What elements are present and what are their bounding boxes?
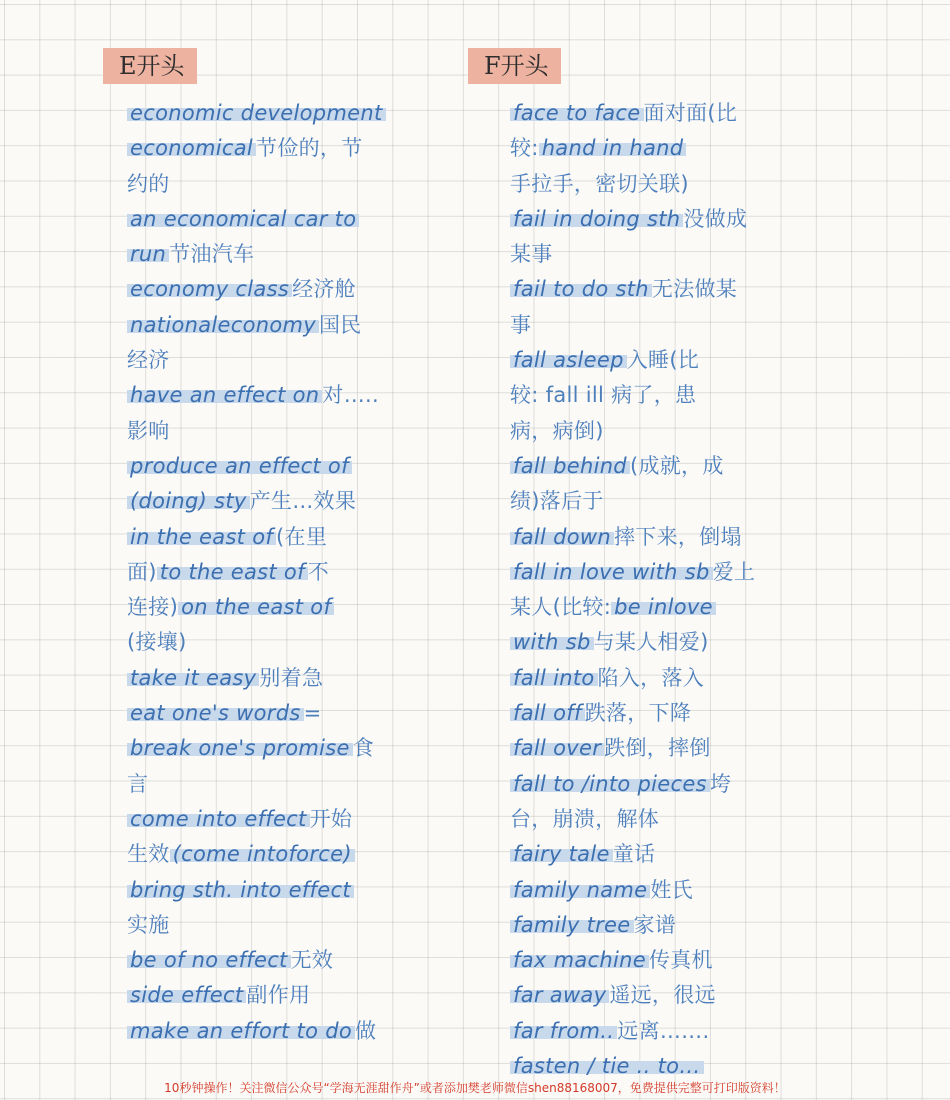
phrase-english: fail in doing sth [510,207,683,231]
phrase-chinese: 较: fall ill 病了，患 [510,383,697,408]
phrase-chinese: 没做成 [683,206,748,231]
phrase-line [127,696,430,731]
phrase-english: fall to /into pieces [510,772,710,796]
phrase-english: fall off [510,701,585,725]
phrase-chinese: 远离……. [617,1018,710,1043]
phrase-line [127,590,430,625]
phrase-chinese: 与某人相爱) [593,630,709,655]
phrase-line [510,96,820,131]
phrase-english: on the east of [178,595,334,619]
phrase-chinese: 影响 [127,418,170,443]
phrase-chinese: (在里 [276,524,328,549]
phrase-line [127,520,430,555]
phrase-english: fasten / tie .. to… [510,1054,704,1078]
phrase-line [127,167,430,202]
phrase-chinese: (接壤) [127,630,187,655]
phrase-line [127,767,430,802]
phrase-line [510,731,820,766]
phrase-line [127,873,430,908]
phrase-chinese: 家谱 [633,912,677,937]
phrase-english: to the east of [157,560,308,584]
phrase-english: hand in hand [539,136,687,160]
phrase-english: economical [127,136,256,160]
phrase-english: economy class [127,277,292,301]
phrase-chinese: 经济 [127,348,170,373]
phrase-english: side effect [127,983,246,1007]
phrase-line [127,131,430,166]
phrase-english: (doing) sty [127,489,250,513]
phrase-english: be of no effect [127,948,291,972]
phrase-chinese: 遥远，很远 [609,983,716,1008]
phrase-chinese: 言 [127,771,149,796]
phrase-line [510,484,820,519]
phrase-chinese: 摔下来，倒塌 [613,524,742,549]
phrase-english: eat one's words [127,701,304,725]
phrase-line [127,449,430,484]
phrase-english: fall down [510,525,614,549]
phrase-chinese: 别着急 [259,665,324,690]
phrase-english: face to face [510,101,644,125]
phrase-english: nationaleconomy [127,313,319,337]
phrase-line [510,873,820,908]
phrase-chinese: 副作用 [246,983,311,1008]
phrase-chinese: 入睡(比 [626,348,700,373]
phrase-list-e [127,96,430,1049]
phrase-line [127,802,430,837]
phrase-chinese: 绩)落后于 [510,489,604,514]
phrase-line [510,908,820,943]
phrase-chinese: 做 [354,1018,377,1043]
phrase-english: run [127,242,169,266]
phrase-line [510,943,820,978]
phrase-chinese: 无法做某 [651,277,738,302]
phrase-english: far from.. [510,1019,617,1043]
phrase-line [510,378,820,413]
phrase-line [510,343,820,378]
phrase-chinese: 国民 [318,312,362,337]
phrase-english: with sb [510,630,594,654]
phrase-english: fall into [510,666,598,690]
phrase-english: family tree [510,913,634,937]
phrase-line [510,696,820,731]
phrase-list-f [510,96,820,1084]
phrase-line [127,908,430,943]
phrase-chinese: 开始 [309,806,353,831]
phrase-english: fall asleep [510,348,627,372]
section-heading-f: F开头 [468,48,561,84]
phrase-chinese: 无效 [290,948,334,973]
phrase-english: come into effect [127,807,310,831]
phrase-chinese: 节油汽车 [169,242,255,267]
phrase-chinese: 台，崩溃，解体 [510,806,660,831]
phrase-english: far away [510,983,609,1007]
phrase-english: produce an effect of [127,454,352,478]
phrase-line [127,96,430,131]
phrase-chinese: 节俭的，节 [256,136,363,161]
phrase-chinese: 实施 [127,912,170,937]
phrase-line [510,555,820,590]
phrase-line [510,590,820,625]
phrase-line [510,308,820,343]
phrase-line [127,343,430,378]
phrase-chinese: 经济舱 [292,277,356,302]
phrase-chinese: 爱上 [712,559,756,584]
phrase-chinese: 事 [510,312,532,337]
phrase-line [127,731,430,766]
phrase-english: make an effort to do [127,1019,355,1043]
phrase-chinese-tail: 不 [307,559,330,584]
phrase-english: an economical car to [127,207,359,231]
phrase-english: be inlove [611,595,716,619]
phrase-chinese: 手拉手，密切关联) [510,171,689,196]
phrase-line [510,767,820,802]
phrase-line [510,131,820,166]
phrase-line [127,414,430,449]
phrase-line [510,978,820,1013]
phrase-chinese: 某事 [510,242,553,267]
phrase-line [127,237,430,272]
phrase-chinese: 病，病倒) [510,418,604,443]
phrase-line [510,272,820,307]
phrase-line [510,237,820,272]
phrase-line [127,625,430,660]
phrase-line [127,978,430,1013]
phrase-english: take it easy [127,666,259,690]
phrase-line [127,837,430,872]
phrase-line [510,837,820,872]
phrase-english: in the east of [127,525,276,549]
phrase-line [510,520,820,555]
phrase-english: fairy tale [510,842,613,866]
phrase-line [510,449,820,484]
phrase-chinese: 垮 [709,771,732,796]
phrase-english: have an effect on [127,383,322,407]
phrase-line [510,625,820,660]
phrase-chinese: 产生…效果 [249,489,357,514]
phrase-line [127,484,430,519]
phrase-chinese: (成就，成 [629,453,724,478]
phrase-english: (come intoforce) [170,842,355,866]
phrase-line [510,167,820,202]
phrase-chinese: 跌落，下降 [584,701,692,726]
phrase-english: economic development [127,101,386,125]
phrase-chinese: 约的 [127,171,170,196]
section-heading-e: E开头 [103,48,197,84]
phrase-chinese: 食 [352,736,375,761]
phrase-english: fail to do sth [510,277,652,301]
phrase-english: bring sth. into effect [127,878,354,902]
phrase-english: fall behind [510,454,630,478]
phrase-line [510,202,820,237]
phrase-line [510,414,820,449]
phrase-english: family name [510,878,650,902]
phrase-english: fax machine [510,948,649,972]
phrase-chinese: 姓氏 [650,877,693,902]
phrase-chinese: 面) [127,559,157,584]
phrase-chinese: 童话 [612,842,656,867]
phrase-line [127,308,430,343]
phrase-line [127,661,430,696]
phrase-chinese: 陷入，落入 [597,665,705,690]
phrase-chinese: 传真机 [648,948,713,973]
phrase-chinese: 较: [510,136,539,161]
phrase-line [127,555,430,590]
phrase-line [510,1014,820,1049]
phrase-chinese: 跌倒，摔倒 [604,736,711,761]
phrase-line [127,202,430,237]
phrase-english: fall over [510,736,604,760]
phrase-chinese: 面对面(比 [643,101,738,125]
phrase-line [510,661,820,696]
phrase-line [127,1014,430,1049]
phrase-chinese: 生效 [127,842,170,867]
phrase-chinese: 对….. [322,383,379,408]
phrase-chinese: = [303,701,322,726]
phrase-line [127,272,430,307]
phrase-line [510,802,820,837]
phrase-chinese: 连接) [127,595,179,620]
phrase-english: fall in love with sb [510,560,713,584]
phrase-english: break one's promise [127,736,353,760]
footer-notice: 10秒钟操作！关注微信公众号“学海无涯甜作舟”或者添加樊老师微信shen88168007，免费提供完整可打印版资料！ [164,1081,786,1095]
phrase-line [127,943,430,978]
phrase-line [127,378,430,413]
phrase-chinese: 某人(比较: [510,595,612,620]
